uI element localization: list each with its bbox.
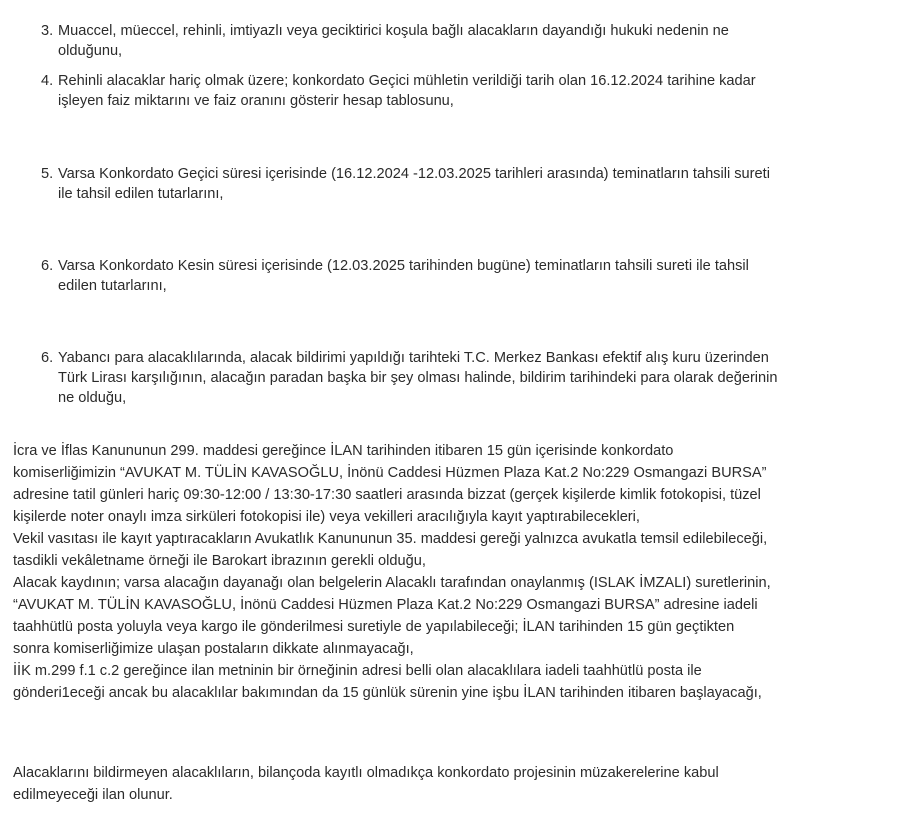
list-text <box>58 21 871 61</box>
body-line: İcra ve İflas Kanununun 299. maddesi gereğince İLAN tarihinden itibaren 15 gün içerisinde konkordato <box>13 443 674 459</box>
list-text <box>58 71 871 111</box>
closing-line: Alacaklarını bildirmeyen alacaklıların, bilançoda kayıtlı olmadıkça konkordato projesinin müzakerelerine kabul <box>13 765 719 781</box>
list-number: 3. <box>41 23 54 39</box>
list-item-6a <box>41 256 871 296</box>
list-item-6b <box>41 348 871 408</box>
list-number: 5. <box>41 166 54 182</box>
list-text <box>58 164 871 204</box>
list-text <box>58 348 871 408</box>
list-line: olduğunu, <box>58 43 123 59</box>
list-line: Yabancı para alacaklılarında, alacak bildirimi yapıldığı tarihteki T.C. Merkez Bankası efektif alış kuru üzerinden <box>58 350 769 366</box>
list-line: Varsa Konkordato Kesin süresi içerisinde (12.03.2025 tarihinden bugüne) teminatların tahsili sureti ile tahsil <box>58 258 749 274</box>
list-item-3 <box>41 21 871 61</box>
list-line: Rehinli alacaklar hariç olmak üzere; konkordato Geçici mühletin verildiği tarih olan 16.12.2024 tarihine kadar <box>58 73 756 89</box>
list-line: Muaccel, müeccel, rehinli, imtiyazlı veya geciktirici koşula bağlı alacakların dayandığı hukuki nedenin ne <box>58 23 729 39</box>
body-line: gönderi1eceği ancak bu alacaklılar bakımından da 15 günlük sürenin yine işbu İLAN tarihinden itibaren başlayacağı, <box>13 685 762 701</box>
list-line: ile tahsil edilen tutarlarını, <box>58 186 224 202</box>
body-line: “AVUKAT M. TÜLİN KAVASOĞLU, İnönü Caddesi Hüzmen Plaza Kat.2 No:229 Osmangazi BURSA” adresine iadeli <box>13 597 758 613</box>
body-line: Vekil vasıtası ile kayıt yaptıracakların Avukatlık Kanununun 35. maddesi gereği yalnızca avukatla temsil edilebileceği, <box>13 531 768 547</box>
list-number: 6. <box>41 258 54 274</box>
body-line: adresine tatil günleri hariç 09:30-12:00 / 13:30-17:30 saatleri arasında bizzat (gerçek kişilerde kimlik fotokopisi, tüzel <box>13 487 761 503</box>
closing-paragraph <box>13 762 883 806</box>
list-line: işleyen faiz miktarını ve faiz oranını gösterir hesap tablosunu, <box>58 93 454 109</box>
body-paragraph <box>13 440 883 704</box>
body-line: tasdikli vekâletname örneği ile Barokart ibrazının gerekli olduğu, <box>13 553 426 569</box>
list-line: Türk Lirası karşılığının, alacağın paradan başka bir şey olması halinde, bildirim tarihindeki para olarak değerinin <box>58 370 778 386</box>
body-line: kişilerde noter onaylı imza sirküleri fotokopisi ile) veya vekilleri aracılığıyla kayıt yaptırabilecekleri, <box>13 509 640 525</box>
list-line: Varsa Konkordato Geçici süresi içerisinde (16.12.2024 -12.03.2025 tarihleri arasında) teminatların tahsili sureti <box>58 166 770 182</box>
body-line: sonra komiserliğimize ulaşan postaların dikkate alınmayacağı, <box>13 641 414 657</box>
body-line: Alacak kaydının; varsa alacağın dayanağı olan belgelerin Alacaklı tarafından onaylanmış (ISLAK İMZALI) suretlerinin, <box>13 575 771 591</box>
body-line: İİK m.299 f.1 c.2 gereğince ilan metninin bir örneğinin adresi belli olan alacaklılara iadeli taahhütlü posta ile <box>13 663 702 679</box>
list-line: ne olduğu, <box>58 390 127 406</box>
closing-line: edilmeyeceği ilan olunur. <box>13 787 173 803</box>
list-line: edilen tutarlarını, <box>58 278 167 294</box>
list-item-4 <box>41 71 871 111</box>
body-line: komiserliğimizin “AVUKAT M. TÜLİN KAVASOĞLU, İnönü Caddesi Hüzmen Plaza Kat.2 No:229 Osmangazi BURSA” <box>13 465 767 481</box>
list-number: 4. <box>41 73 54 89</box>
list-number: 6. <box>41 350 54 366</box>
list-item-5 <box>41 164 871 204</box>
list-text <box>58 256 871 296</box>
body-line: taahhütlü posta yoluyla veya kargo ile gönderilmesi suretiyle de yapılabileceği; İLAN tarihinden 15 gün geçtikten <box>13 619 735 635</box>
